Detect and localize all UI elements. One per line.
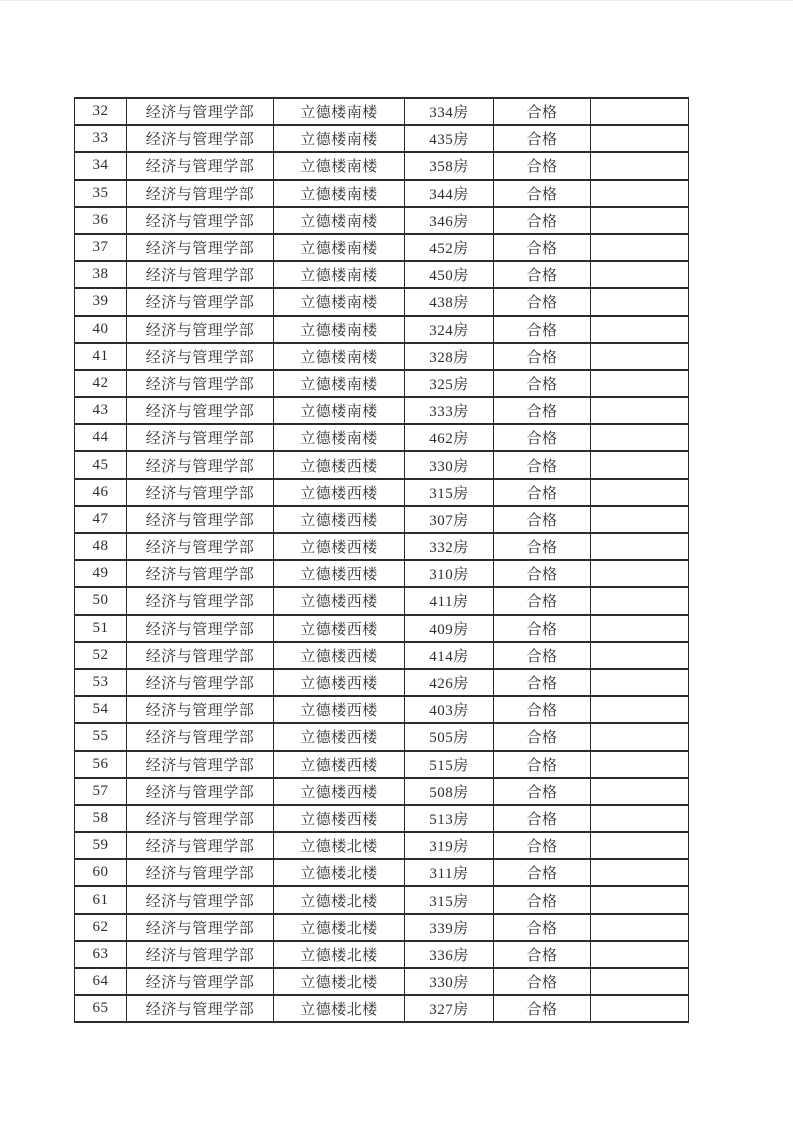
- department-cell: 经济与管理学部: [127, 805, 274, 832]
- department-cell: 经济与管理学部: [127, 424, 274, 451]
- row-number-cell: 46: [75, 479, 127, 506]
- room-cell: 339房: [405, 914, 494, 941]
- room-cell: 330房: [405, 451, 494, 478]
- result-cell: 合格: [494, 669, 591, 696]
- result-cell: 合格: [494, 533, 591, 560]
- room-cell: 426房: [405, 669, 494, 696]
- result-cell: 合格: [494, 696, 591, 723]
- row-number-cell: 62: [75, 914, 127, 941]
- result-cell: 合格: [494, 615, 591, 642]
- result-cell: 合格: [494, 778, 591, 805]
- department-cell: 经济与管理学部: [127, 587, 274, 614]
- result-cell: 合格: [494, 152, 591, 179]
- row-number-cell: 42: [75, 370, 127, 397]
- result-cell: 合格: [494, 479, 591, 506]
- department-cell: 经济与管理学部: [127, 995, 274, 1022]
- row-number-cell: 36: [75, 207, 127, 234]
- note-cell: [591, 914, 689, 941]
- note-cell: [591, 207, 689, 234]
- row-number-cell: 33: [75, 125, 127, 152]
- note-cell: [591, 832, 689, 859]
- note-cell: [591, 642, 689, 669]
- building-cell: 立德楼南楼: [274, 397, 405, 424]
- building-cell: 立德楼南楼: [274, 343, 405, 370]
- building-cell: 立德楼南楼: [274, 125, 405, 152]
- table-row: [75, 98, 689, 125]
- result-cell: 合格: [494, 261, 591, 288]
- building-cell: 立德楼北楼: [274, 968, 405, 995]
- table-row: [75, 723, 689, 750]
- result-cell: 合格: [494, 125, 591, 152]
- room-cell: 332房: [405, 533, 494, 560]
- note-cell: [591, 424, 689, 451]
- building-cell: 立德楼南楼: [274, 207, 405, 234]
- department-cell: 经济与管理学部: [127, 886, 274, 913]
- building-cell: 立德楼西楼: [274, 778, 405, 805]
- table-row: [75, 451, 689, 478]
- building-cell: 立德楼北楼: [274, 832, 405, 859]
- building-cell: 立德楼西楼: [274, 615, 405, 642]
- note-cell: [591, 669, 689, 696]
- note-cell: [591, 696, 689, 723]
- room-cell: 315房: [405, 479, 494, 506]
- department-cell: 经济与管理学部: [127, 261, 274, 288]
- building-cell: 立德楼北楼: [274, 886, 405, 913]
- note-cell: [591, 941, 689, 968]
- result-cell: 合格: [494, 995, 591, 1022]
- department-cell: 经济与管理学部: [127, 941, 274, 968]
- note-cell: [591, 343, 689, 370]
- row-number-cell: 32: [75, 98, 127, 125]
- result-cell: 合格: [494, 397, 591, 424]
- room-cell: 311房: [405, 859, 494, 886]
- row-number-cell: 57: [75, 778, 127, 805]
- department-cell: 经济与管理学部: [127, 207, 274, 234]
- room-cell: 508房: [405, 778, 494, 805]
- table-row: [75, 370, 689, 397]
- note-cell: [591, 152, 689, 179]
- department-cell: 经济与管理学部: [127, 642, 274, 669]
- table-row: [75, 696, 689, 723]
- table-row: [75, 506, 689, 533]
- row-number-cell: 50: [75, 587, 127, 614]
- room-cell: 325房: [405, 370, 494, 397]
- result-cell: 合格: [494, 343, 591, 370]
- note-cell: [591, 886, 689, 913]
- note-cell: [591, 261, 689, 288]
- room-cell: 330房: [405, 968, 494, 995]
- table-row: [75, 424, 689, 451]
- result-cell: 合格: [494, 207, 591, 234]
- row-number-cell: 39: [75, 288, 127, 315]
- result-cell: 合格: [494, 805, 591, 832]
- row-number-cell: 37: [75, 234, 127, 261]
- row-number-cell: 55: [75, 723, 127, 750]
- room-cell: 310房: [405, 560, 494, 587]
- note-cell: [591, 995, 689, 1022]
- table-row: [75, 180, 689, 207]
- row-number-cell: 43: [75, 397, 127, 424]
- table-row: [75, 886, 689, 913]
- note-cell: [591, 451, 689, 478]
- row-number-cell: 44: [75, 424, 127, 451]
- department-cell: 经济与管理学部: [127, 479, 274, 506]
- note-cell: [591, 859, 689, 886]
- note-cell: [591, 506, 689, 533]
- note-cell: [591, 968, 689, 995]
- row-number-cell: 58: [75, 805, 127, 832]
- department-cell: 经济与管理学部: [127, 180, 274, 207]
- result-cell: 合格: [494, 98, 591, 125]
- note-cell: [591, 125, 689, 152]
- room-cell: 346房: [405, 207, 494, 234]
- table-row: [75, 125, 689, 152]
- building-cell: 立德楼西楼: [274, 751, 405, 778]
- note-cell: [591, 180, 689, 207]
- room-cell: 336房: [405, 941, 494, 968]
- department-cell: 经济与管理学部: [127, 859, 274, 886]
- table-row: [75, 343, 689, 370]
- result-cell: 合格: [494, 370, 591, 397]
- note-cell: [591, 778, 689, 805]
- row-number-cell: 60: [75, 859, 127, 886]
- row-number-cell: 53: [75, 669, 127, 696]
- note-cell: [591, 370, 689, 397]
- building-cell: 立德楼南楼: [274, 261, 405, 288]
- department-cell: 经济与管理学部: [127, 343, 274, 370]
- result-cell: 合格: [494, 642, 591, 669]
- row-number-cell: 40: [75, 316, 127, 343]
- note-cell: [591, 479, 689, 506]
- result-cell: 合格: [494, 751, 591, 778]
- table-row: [75, 642, 689, 669]
- room-cell: 411房: [405, 587, 494, 614]
- table-row: [75, 778, 689, 805]
- room-cell: 328房: [405, 343, 494, 370]
- building-cell: 立德楼西楼: [274, 479, 405, 506]
- row-number-cell: 49: [75, 560, 127, 587]
- table-row: [75, 669, 689, 696]
- building-cell: 立德楼西楼: [274, 669, 405, 696]
- row-number-cell: 48: [75, 533, 127, 560]
- building-cell: 立德楼西楼: [274, 451, 405, 478]
- result-cell: 合格: [494, 587, 591, 614]
- note-cell: [591, 234, 689, 261]
- room-cell: 505房: [405, 723, 494, 750]
- room-cell: 438房: [405, 288, 494, 315]
- table-row: [75, 805, 689, 832]
- row-number-cell: 45: [75, 451, 127, 478]
- department-cell: 经济与管理学部: [127, 751, 274, 778]
- table-row: [75, 751, 689, 778]
- row-number-cell: 63: [75, 941, 127, 968]
- result-cell: 合格: [494, 424, 591, 451]
- department-cell: 经济与管理学部: [127, 316, 274, 343]
- result-cell: 合格: [494, 234, 591, 261]
- department-cell: 经济与管理学部: [127, 914, 274, 941]
- table-body: [75, 98, 689, 1022]
- result-cell: 合格: [494, 886, 591, 913]
- table-row: [75, 234, 689, 261]
- row-number-cell: 52: [75, 642, 127, 669]
- building-cell: 立德楼西楼: [274, 642, 405, 669]
- table-row: [75, 288, 689, 315]
- note-cell: [591, 805, 689, 832]
- note-cell: [591, 615, 689, 642]
- building-cell: 立德楼南楼: [274, 370, 405, 397]
- note-cell: [591, 723, 689, 750]
- note-cell: [591, 397, 689, 424]
- table-row: [75, 397, 689, 424]
- result-cell: 合格: [494, 968, 591, 995]
- building-cell: 立德楼北楼: [274, 914, 405, 941]
- room-cell: 435房: [405, 125, 494, 152]
- result-cell: 合格: [494, 180, 591, 207]
- table-row: [75, 479, 689, 506]
- note-cell: [591, 587, 689, 614]
- room-cell: 414房: [405, 642, 494, 669]
- result-cell: 合格: [494, 859, 591, 886]
- building-cell: 立德楼北楼: [274, 859, 405, 886]
- table-row: [75, 941, 689, 968]
- table-row: [75, 152, 689, 179]
- room-cell: 358房: [405, 152, 494, 179]
- note-cell: [591, 533, 689, 560]
- table-row: [75, 207, 689, 234]
- building-cell: 立德楼西楼: [274, 560, 405, 587]
- table-row: [75, 587, 689, 614]
- table-row: [75, 533, 689, 560]
- result-cell: 合格: [494, 560, 591, 587]
- room-cell: 307房: [405, 506, 494, 533]
- row-number-cell: 65: [75, 995, 127, 1022]
- room-cell: 334房: [405, 98, 494, 125]
- row-number-cell: 54: [75, 696, 127, 723]
- room-cell: 513房: [405, 805, 494, 832]
- inspection-table: [74, 97, 689, 1023]
- building-cell: 立德楼西楼: [274, 533, 405, 560]
- room-cell: 515房: [405, 751, 494, 778]
- note-cell: [591, 98, 689, 125]
- building-cell: 立德楼南楼: [274, 424, 405, 451]
- table-row: [75, 859, 689, 886]
- department-cell: 经济与管理学部: [127, 98, 274, 125]
- room-cell: 409房: [405, 615, 494, 642]
- result-cell: 合格: [494, 723, 591, 750]
- result-cell: 合格: [494, 316, 591, 343]
- building-cell: 立德楼西楼: [274, 506, 405, 533]
- room-cell: 324房: [405, 316, 494, 343]
- department-cell: 经济与管理学部: [127, 370, 274, 397]
- building-cell: 立德楼南楼: [274, 288, 405, 315]
- room-cell: 319房: [405, 832, 494, 859]
- row-number-cell: 51: [75, 615, 127, 642]
- row-number-cell: 61: [75, 886, 127, 913]
- building-cell: 立德楼南楼: [274, 152, 405, 179]
- department-cell: 经济与管理学部: [127, 506, 274, 533]
- note-cell: [591, 316, 689, 343]
- building-cell: 立德楼南楼: [274, 98, 405, 125]
- building-cell: 立德楼北楼: [274, 941, 405, 968]
- building-cell: 立德楼西楼: [274, 696, 405, 723]
- row-number-cell: 41: [75, 343, 127, 370]
- note-cell: [591, 751, 689, 778]
- row-number-cell: 35: [75, 180, 127, 207]
- row-number-cell: 47: [75, 506, 127, 533]
- room-cell: 333房: [405, 397, 494, 424]
- result-cell: 合格: [494, 941, 591, 968]
- table-row: [75, 615, 689, 642]
- table-row: [75, 968, 689, 995]
- result-cell: 合格: [494, 832, 591, 859]
- table-row: [75, 560, 689, 587]
- building-cell: 立德楼北楼: [274, 995, 405, 1022]
- room-cell: 327房: [405, 995, 494, 1022]
- department-cell: 经济与管理学部: [127, 778, 274, 805]
- department-cell: 经济与管理学部: [127, 615, 274, 642]
- result-cell: 合格: [494, 914, 591, 941]
- department-cell: 经济与管理学部: [127, 152, 274, 179]
- department-cell: 经济与管理学部: [127, 288, 274, 315]
- room-cell: 315房: [405, 886, 494, 913]
- result-cell: 合格: [494, 288, 591, 315]
- department-cell: 经济与管理学部: [127, 560, 274, 587]
- department-cell: 经济与管理学部: [127, 451, 274, 478]
- room-cell: 450房: [405, 261, 494, 288]
- table-row: [75, 316, 689, 343]
- table-row: [75, 914, 689, 941]
- department-cell: 经济与管理学部: [127, 723, 274, 750]
- department-cell: 经济与管理学部: [127, 669, 274, 696]
- row-number-cell: 56: [75, 751, 127, 778]
- row-number-cell: 64: [75, 968, 127, 995]
- building-cell: 立德楼西楼: [274, 587, 405, 614]
- building-cell: 立德楼西楼: [274, 723, 405, 750]
- note-cell: [591, 288, 689, 315]
- department-cell: 经济与管理学部: [127, 234, 274, 261]
- department-cell: 经济与管理学部: [127, 125, 274, 152]
- row-number-cell: 34: [75, 152, 127, 179]
- building-cell: 立德楼南楼: [274, 180, 405, 207]
- table-row: [75, 261, 689, 288]
- room-cell: 344房: [405, 180, 494, 207]
- note-cell: [591, 560, 689, 587]
- building-cell: 立德楼西楼: [274, 805, 405, 832]
- room-cell: 403房: [405, 696, 494, 723]
- room-cell: 452房: [405, 234, 494, 261]
- department-cell: 经济与管理学部: [127, 533, 274, 560]
- row-number-cell: 38: [75, 261, 127, 288]
- department-cell: 经济与管理学部: [127, 397, 274, 424]
- result-cell: 合格: [494, 451, 591, 478]
- department-cell: 经济与管理学部: [127, 696, 274, 723]
- table-row: [75, 995, 689, 1022]
- department-cell: 经济与管理学部: [127, 968, 274, 995]
- building-cell: 立德楼南楼: [274, 234, 405, 261]
- result-cell: 合格: [494, 506, 591, 533]
- table-row: [75, 832, 689, 859]
- room-cell: 462房: [405, 424, 494, 451]
- department-cell: 经济与管理学部: [127, 832, 274, 859]
- building-cell: 立德楼南楼: [274, 316, 405, 343]
- row-number-cell: 59: [75, 832, 127, 859]
